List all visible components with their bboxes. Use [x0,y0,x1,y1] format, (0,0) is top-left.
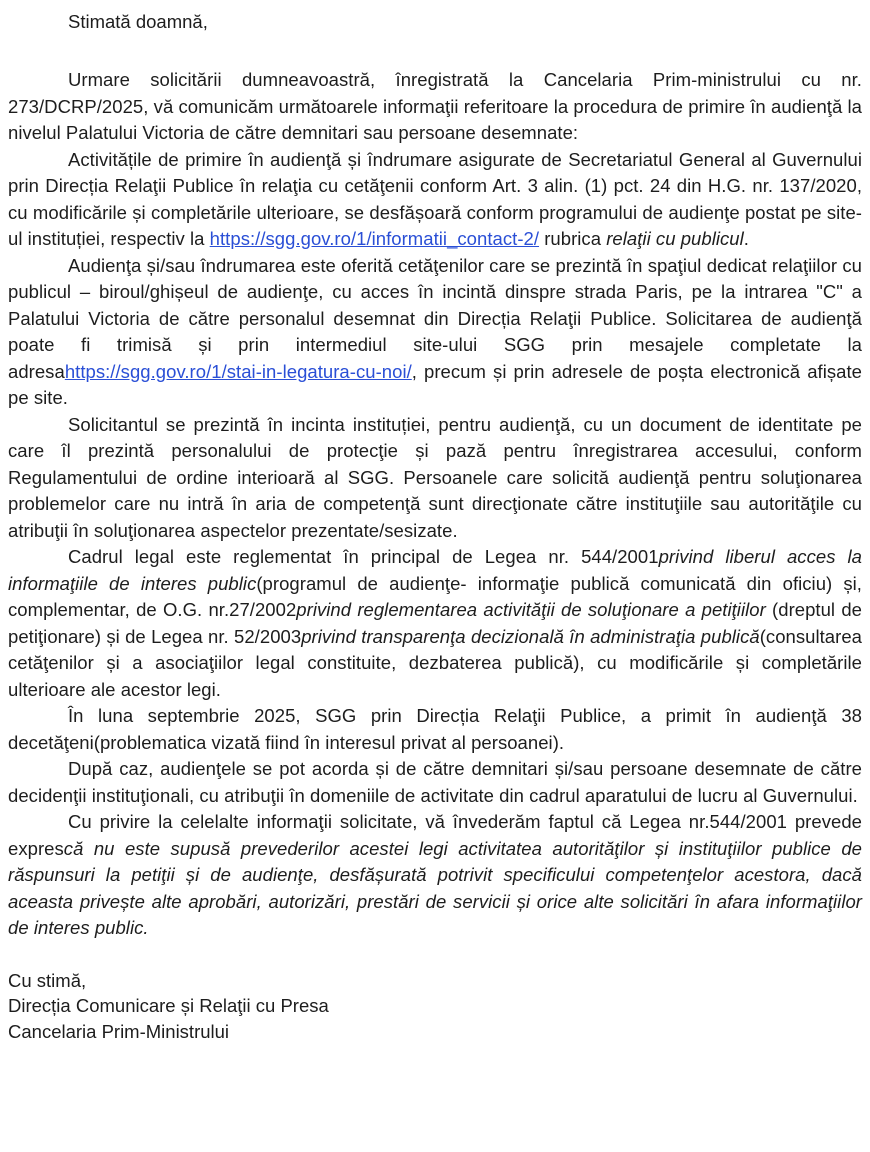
paragraph-text-part: (dreptul de petiţionare) și de Legea nr. 52/2003 [8,599,862,647]
link-stai-in-legatura-cu-noi[interactable]: https://sgg.gov.ro/1/stai-in-legatura-cu-noi/ [64,360,412,382]
signature-block [8,968,862,1045]
signature-closing: Cu stimă, [8,969,87,991]
paragraph-september-statistics [8,703,862,756]
paragraph-text-part: . [743,228,749,249]
paragraph-request-reference [8,67,862,147]
paragraph-text-part: Audienţa și/sau îndrumarea este oferită cetăţenilor care se prezintă în spaţiul dedicat relaţiilor cu publicul – biroul/ghișeul de audienţe, cu acces în incintă dinspre strada Paris, pe la intrarea "C" a Palatului Victoria de către personalul desemnat din Direcția Relaţii Publice. Solicitarea de audienţă poate fi trimisă și prin intermediul site-ului SGG prin mesajele completate la adresa [8,254,862,382]
signature-department: Direcția Comunicare și Relaţii cu Presa [8,995,329,1016]
paragraph-law-exemption [8,809,862,942]
paragraph-text: După caz, audienţele se pot acorda și de către demnitari și/sau persoane desemnate de către decidenţii instituţionali, cu atribuţii în domeniile de activitate din cadrul aparatului de lucru al Guvernului. [8,758,862,806]
italic-law-544-title: privind liberul acces la informaţiile de interes public [8,546,862,594]
paragraph-activities-legal-basis [8,147,862,253]
paragraph-text-part: Cu privire la celelalte informaţii solicitate, vă învederăm faptul că Legea nr.544/2001 prevede expres [8,811,862,859]
paragraph-dignitaries-audiences [8,756,862,809]
spacer [8,35,862,67]
paragraph-text-part: Cadrul legal este reglementat în principal de Legea nr. 544/2001 [68,546,659,567]
salutation: Stimată doamnă, [68,11,208,32]
paragraph-text-part: rubrica [539,228,607,249]
signature-institution: Cancelaria Prim-Ministrului [8,1020,230,1042]
paragraph-text-part: , precum și prin adresele de poșta electronică afișate pe site. [8,360,862,408]
paragraph-text-part: (programul de audienţe- informaţie publică comunicată din oficiu) și, complementar, de O.G. nr.27/2002 [8,572,862,620]
paragraph-applicant-identity [8,412,862,545]
paragraph-text: Urmare solicitării dumneavoastră, înregistrată la Cancelaria Prim-ministrului cu nr. 273/DCRP/2025, vă comunicăm următoarele informaţii referitoare la procedura de primire în audienţă la nivelul Palatului Victoria de către demnitari sau persoane desemnate: [8,69,862,143]
italic-law-exemption-quote: că nu este supusă prevederilor acestei legi activitatea autorităţilor și instituţiilor publice de răspunsuri la petiţii și de audienţe, desfășurată potrivit specificului competenţelor acestora, dacă aceasta privește alte aprobări, autorizări, prestări de servicii și orice alte solicitări în afara informaţiilor de interes public. [8,837,862,938]
paragraph-text: Solicitantul se prezintă în incinta instituției, pentru audienţă, cu un document de identitate pe care îl prezintă personalului de protecţie și pază pentru înregistrarea accesului, conform Regulamentului de ordine interioară al SGG. Persoanele care solicită audienţă pentru soluţionarea problemelor care nu intră în aria de competenţă sunt direcţionate către instituţiile sau autorităţile cu atribuţii în soluţionarea aspectelor prezentate/sesizate. [8,413,862,541]
paragraph-text: În luna septembrie 2025, SGG prin Direcția Relaţii Publice, a primit în audienţă 38 decetăţeni(problematica vizată fiind în interesul privat al persoanei). [8,705,862,753]
link-informatii-contact[interactable]: https://sgg.gov.ro/1/informatii_contact-2/ [209,228,540,249]
italic-law-52-title: privind transparenţa decizională în administraţia publică [301,625,760,647]
italic-relatii-cu-publicul: relaţii cu publicul [606,228,744,249]
paragraph-audience-access [8,253,862,412]
paragraph-text-part: Activitățile de primire în audienţă și îndrumare asigurate de Secretariatul General al Guvernului prin Direcția Relaţii Publice în relaţia cu cetăţenii conform Art. 3 alin. (1) pct. 24 din H.G. nr. 137/2020, cu modificările și completările ulterioare, se desfășoară conform programului de audienţe postat pe site-ul instituției, respectiv la [8,148,862,249]
paragraph-legal-framework [8,544,862,703]
paragraph-text-part: (consultarea cetăţenilor și a asociaţiilor legal constituite, dezbaterea publică), cu modificările și completările ulterioare ale acestor legi. [8,625,862,700]
italic-og-27-title: privind reglementarea activităţii de soluţionare a petiţiilor [296,599,766,620]
